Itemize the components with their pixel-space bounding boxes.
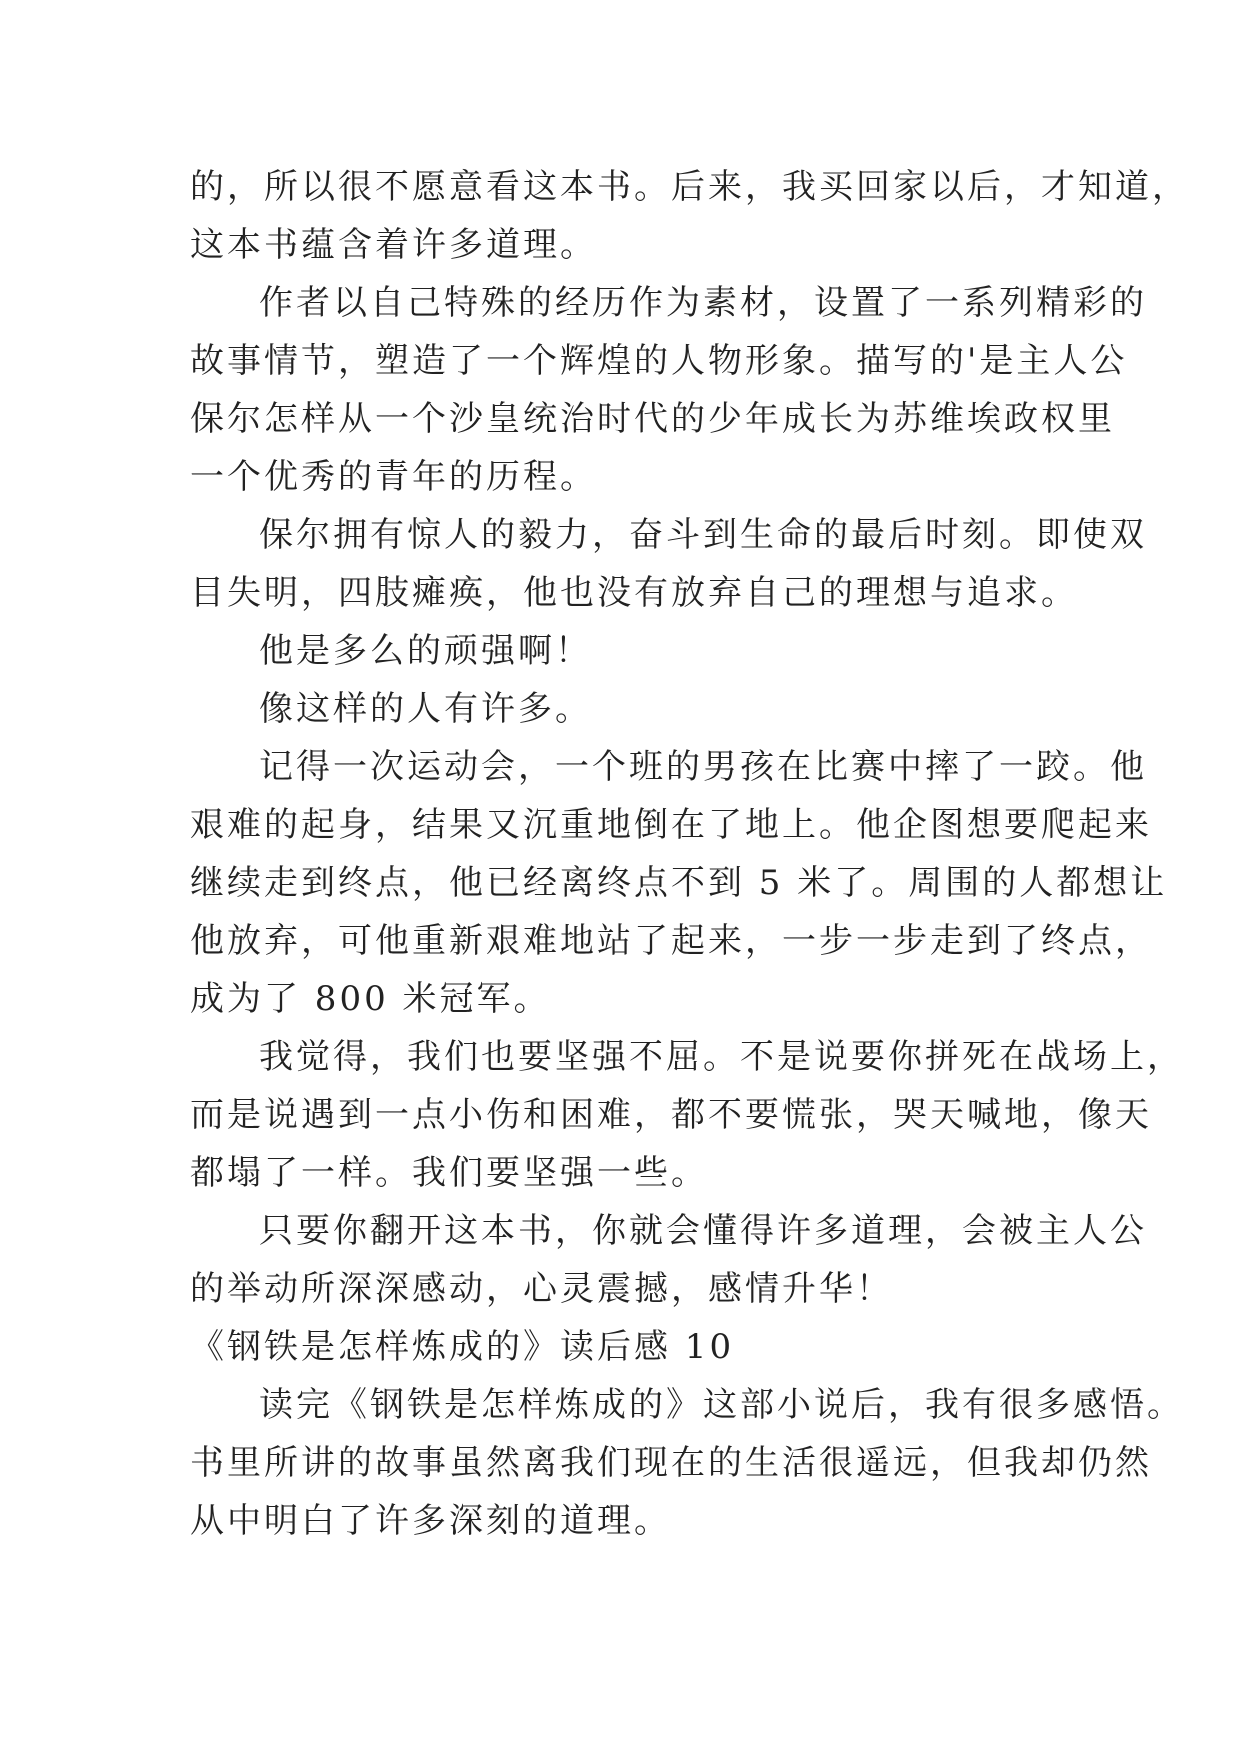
text-line: 像这样的人有许多。 (259, 689, 592, 729)
text-line: 记得一次运动会，一个班的男孩在比赛中摔了一跤。他 (259, 747, 1147, 787)
text-line: 而是说遇到一点小伤和困难，都不要慌张，哭天喊地，像天 (190, 1095, 1152, 1135)
text-line: 只要你翻开这本书，你就会懂得许多道理，会被主人公 (259, 1211, 1147, 1251)
text-line: 作者以自己特殊的经历作为素材，设置了一系列精彩的 (259, 283, 1147, 323)
text-line: 他是多么的顽强啊！ (259, 631, 592, 671)
text-line: 的，所以很不愿意看这本书。后来，我买回家以后，才知道， (190, 167, 1189, 207)
text-line: 这本书蕴含着许多道理。 (190, 225, 597, 265)
text-line: 从中明白了许多深刻的道理。 (190, 1501, 671, 1541)
text-line: 保尔拥有惊人的毅力，奋斗到生命的最后时刻。即使双 (259, 515, 1147, 555)
text-line: 一个优秀的青年的历程。 (190, 457, 597, 497)
section-heading: 《钢铁是怎样炼成的》读后感 10 (190, 1327, 735, 1367)
text-line: 他放弃，可他重新艰难地站了起来，一步一步走到了终点， (190, 921, 1152, 961)
text-line: 艰难的起身，结果又沉重地倒在了地上。他企图想要爬起来 (190, 805, 1152, 845)
document-body (190, 158, 1189, 1550)
text-line: 都塌了一样。我们要坚强一些。 (190, 1153, 708, 1193)
text-line: 我觉得，我们也要坚强不屈。不是说要你拼死在战场上， (259, 1037, 1184, 1077)
text-line: 书里所讲的故事虽然离我们现在的生活很遥远，但我却仍然 (190, 1443, 1152, 1483)
text-line: 目失明，四肢瘫痪，他也没有放弃自己的理想与追求。 (190, 573, 1078, 613)
text-line: 保尔怎样从一个沙皇统治时代的少年成长为苏维埃政权里 (190, 399, 1115, 439)
text-line: 故事情节，塑造了一个辉煌的人物形象。描写的'是主人公 (190, 341, 1128, 381)
text-line: 成为了 800 米冠军。 (190, 979, 551, 1019)
text-line: 读完《钢铁是怎样炼成的》这部小说后，我有很多感悟。 (259, 1385, 1184, 1425)
text-line: 的举动所深深感动，心灵震撼，感情升华！ (190, 1269, 893, 1309)
text-line: 继续走到终点，他已经离终点不到 5 米了。周围的人都想让 (190, 863, 1168, 903)
